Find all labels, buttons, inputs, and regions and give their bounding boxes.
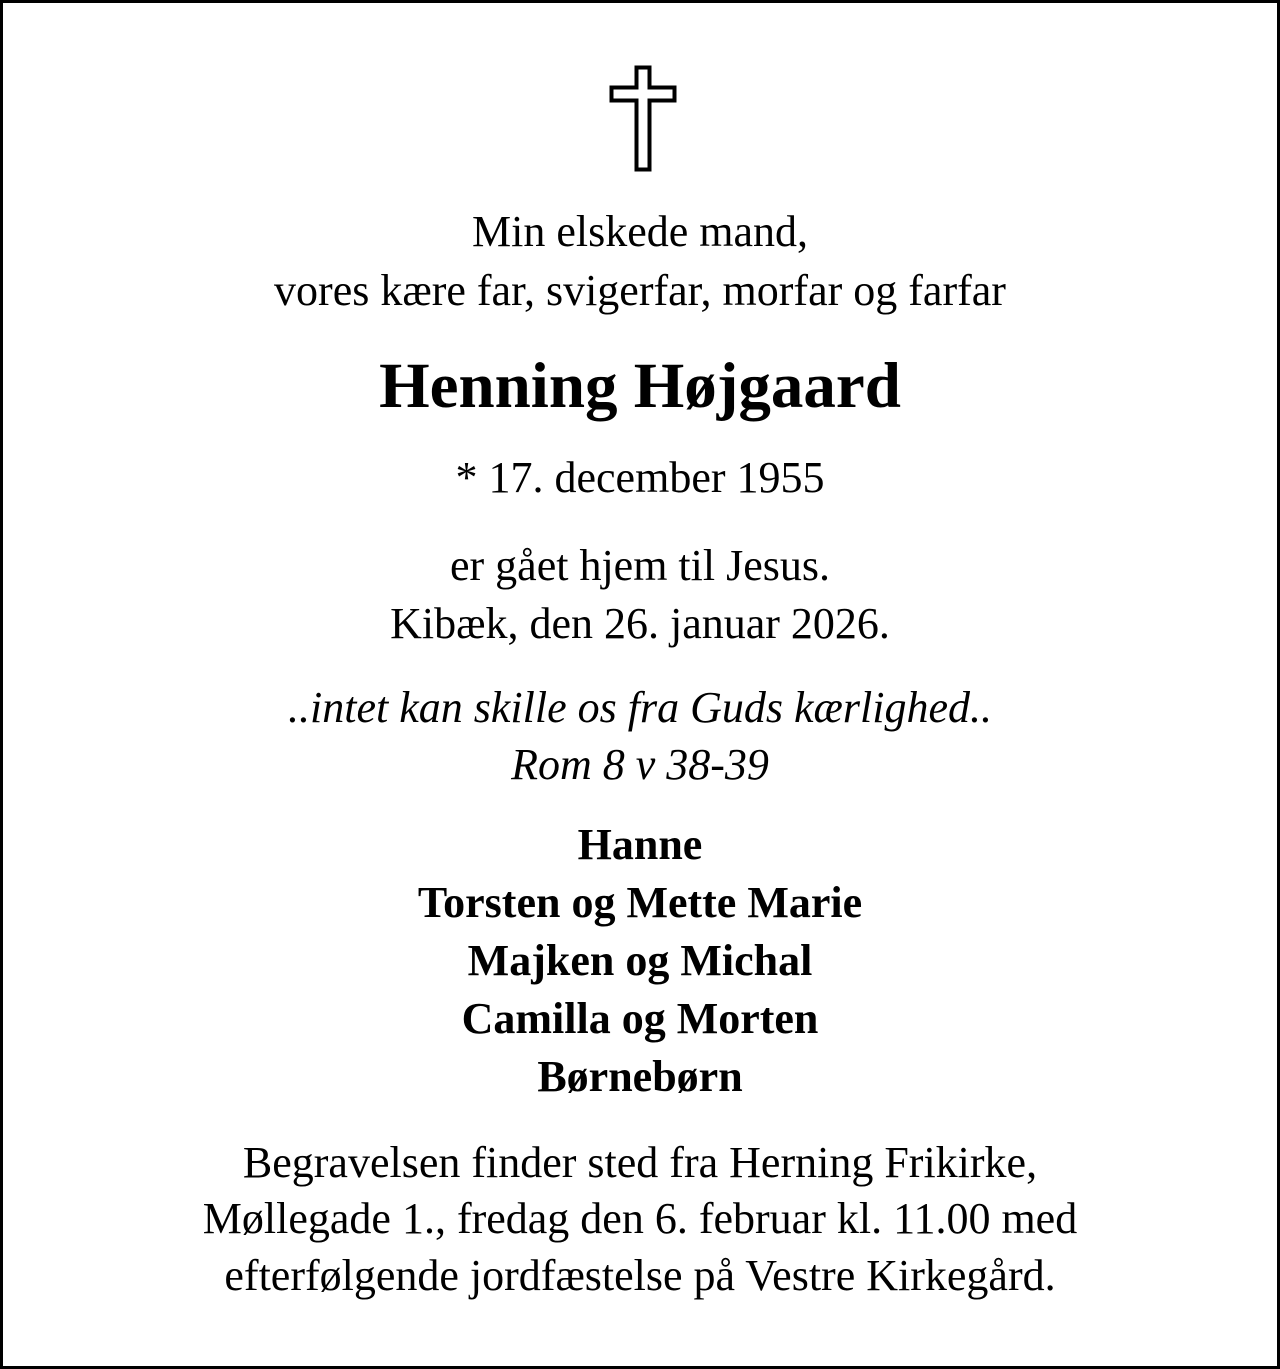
- family-member: Majken og Michal: [467, 936, 813, 985]
- passing-line-1: er gået hjem til Jesus.: [449, 541, 830, 590]
- cross-icon: [608, 65, 678, 173]
- family-member: Børnebørn: [537, 1052, 743, 1101]
- family-member: Hanne: [577, 820, 703, 869]
- funeral-line-1: Begravelsen finder sted fra Herning Frikirke,: [242, 1138, 1038, 1187]
- intro-line-1: Min elskede mand,: [471, 207, 809, 256]
- verse-reference: Rom 8 v 38-39: [511, 740, 769, 789]
- passing-line-2: Kibæk, den 26. januar 2026.: [390, 599, 890, 648]
- birth-date: * 17. december 1955: [455, 453, 825, 502]
- deceased-name: Henning Højgaard: [379, 350, 901, 422]
- funeral-line-3: efterfølgende jordfæstelse på Vestre Kirkegård.: [224, 1251, 1056, 1300]
- verse-text: ..intet kan skille os fra Guds kærlighed..: [288, 683, 992, 732]
- intro-line-2: vores kære far, svigerfar, morfar og farfar: [274, 266, 1006, 315]
- family-member: Torsten og Mette Marie: [417, 878, 863, 927]
- family-member: Camilla og Morten: [461, 994, 819, 1043]
- funeral-line-2: Møllegade 1., fredag den 6. februar kl. 11.00 med: [202, 1194, 1078, 1243]
